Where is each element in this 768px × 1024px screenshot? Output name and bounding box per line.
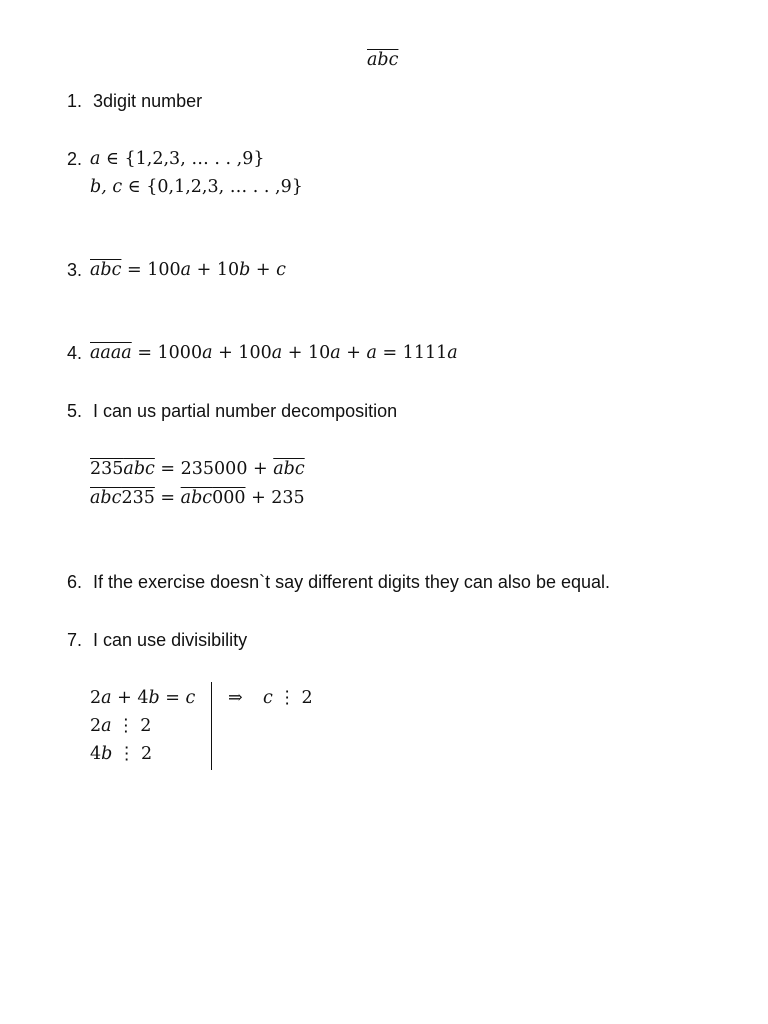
decomposition-eq-1: $235abc = 235000 + \overline{abc}$ [90,459,305,479]
list-item-7 [67,630,247,651]
equation-abc: $\overline{abc} = 100a + 10b + c$ [90,260,286,280]
set-a-line: a ∈ {1,2,3, … . . ,9} [90,149,265,169]
item-text: 3digit number [93,91,203,111]
equation-aaaa: aaaa = 1000a + 100a + 10a + a = 1111a [90,343,458,363]
title-abc: $\overline{abc}$ [367,50,399,70]
item-number: 5. [67,401,83,421]
item-text: I can use divisibility [93,630,248,650]
list-item-4 [67,343,82,364]
list-item-3 [67,260,82,281]
item-number: 4. [67,343,83,363]
set-bc-line: b, c ∈ {0,1,2,3, … . . ,9} [90,177,303,197]
system-line-3: 4b ⋮ 2 [90,744,153,764]
item-number: 7. [67,630,83,650]
system-divider-line [211,682,212,770]
item-number: 6. [67,572,83,592]
item-text: If the exercise doesn`t say different digits they can also be equal. [93,572,611,592]
item-text: I can us partial number decomposition [93,401,398,421]
system-line-2: 2a ⋮ 2 [90,716,152,736]
list-item-5 [67,401,397,422]
conclusion: c ⋮ 2 [263,688,313,708]
item-number: 2. [67,149,83,169]
item-number: 3. [67,260,83,280]
system-line-1: 2a + 4b = c [90,688,196,708]
list-item-1 [67,91,202,112]
item-number: 1. [67,91,83,111]
list-item-6 [67,572,610,593]
implies-symbol: ⇒ [228,688,243,708]
page-title [367,50,398,70]
list-item-2 [67,149,82,170]
implication [228,688,243,708]
decomposition-eq-2: abc235 = abc000 + 235 [90,488,305,508]
